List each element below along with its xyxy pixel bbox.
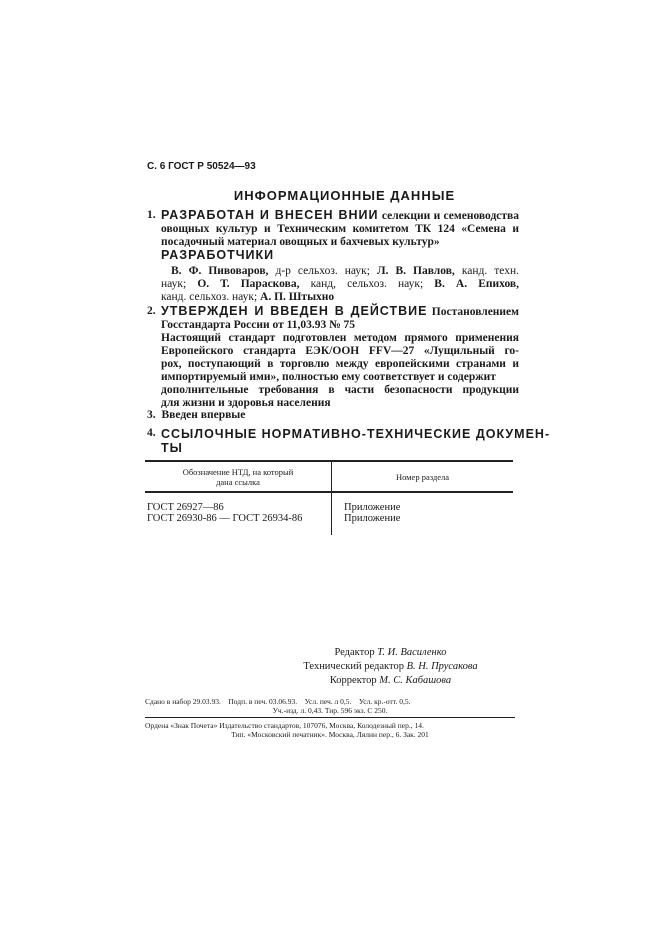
text-line: овощных культур и Техническим комитетом ТК 124 «Семена и xyxy=(161,223,519,235)
text-line: импортируемый ими», полностью ему соответствует и содержит xyxy=(161,371,496,383)
credits xyxy=(0,646,661,688)
credit-label: Технический редактор xyxy=(303,661,404,672)
imprint-line: Сдано в набор 29.03.93. Подп. в печ. 03.06.93. Усл. печ. л 0,5. Усл. кр.-отт. 0,5. xyxy=(145,697,411,706)
item-number: 1. xyxy=(147,209,156,221)
column-header-document xyxy=(145,467,331,487)
table-cell-doc: ГОСТ 26927—86 xyxy=(147,502,224,513)
item-number: 3. xyxy=(147,409,156,421)
page-header: С. 6 ГОСТ Р 50524—93 xyxy=(147,161,256,172)
credit-name: Т. И. Василенко xyxy=(377,647,447,658)
developer-name: В. Ф. Пивоваров, xyxy=(171,265,269,277)
table-cell-doc: ГОСТ 26930-86 — ГОСТ 26934-86 xyxy=(147,513,303,524)
credit-label: Корректор xyxy=(329,675,377,686)
developer-name: Л. В. Павлов, xyxy=(369,265,455,277)
table-cell-section: Приложение xyxy=(344,502,401,513)
text-line: Госстандарта России от 11,03.93 № 75 xyxy=(161,319,356,331)
imprint xyxy=(145,697,515,739)
imprint-line: Уч.-изд. л. 0,43. Тир. 596 экз. С 250. xyxy=(272,706,388,715)
text-line: Постановлением xyxy=(431,306,519,318)
item-heading: ТЫ xyxy=(161,441,183,455)
table-cell-section: Приложение xyxy=(344,513,401,524)
credit-name: М. С. Кабашова xyxy=(379,675,452,686)
item-heading: РАЗРАБОТАН И ВНЕСЕН ВНИИ xyxy=(161,208,379,222)
text: канд, сельхоз. наук; xyxy=(299,278,424,290)
text-line: Настоящий стандарт подготовлен методом прямого применения xyxy=(161,332,519,344)
text: д-р сельхоз. наук; xyxy=(268,265,370,277)
text-line: селекции и семеноводства xyxy=(381,210,519,222)
imprint-rule xyxy=(145,717,515,718)
text-line: рох, поступающий в торговлю между европейскими странами и xyxy=(161,358,519,370)
text: канд. техн. xyxy=(454,265,520,277)
imprint-line: Тип. «Московский печатник». Москва, Лялин пер., 6. Зак. 201 xyxy=(231,730,429,739)
item-4 xyxy=(147,427,551,455)
table-header-rule xyxy=(145,491,513,493)
item-number: 4. xyxy=(147,427,156,439)
table-col-docs xyxy=(147,502,302,524)
developer-name: О. Т. Параскова, xyxy=(186,278,300,290)
item-heading: ССЫЛОЧНЫЕ НОРМАТИВНО-ТЕХНИЧЕСКИЕ ДОКУМЕН- xyxy=(161,427,551,441)
column-header-section: Номер раздела xyxy=(395,472,450,482)
text-line: для жизни и здоровья населения xyxy=(161,397,331,409)
developer-name: А. П. Штыхно xyxy=(257,291,335,303)
table-col-sections xyxy=(344,502,400,524)
section-title: ИНФОРМАЦИОННЫЕ ДАННЫЕ xyxy=(233,188,456,203)
header-line: дана ссылка xyxy=(216,477,260,487)
imprint-line: Ордена «Знак Почета» Издательство стандартов, 107076, Москва, Колодезный пер., 14. xyxy=(145,721,424,730)
developer-name: В. А. Епихов, xyxy=(423,278,519,290)
item-number: 2. xyxy=(147,305,156,317)
item-3 xyxy=(147,409,245,422)
header-line: Обозначение НТД, на который xyxy=(182,467,294,477)
item-1 xyxy=(147,209,519,304)
text: наук; xyxy=(161,278,187,290)
credit-label: Редактор xyxy=(334,647,375,658)
text-line: Европейского стандарта ЕЭК/ООН FFV—27 «Лущильный го- xyxy=(161,345,519,357)
text-line: Введен впервые xyxy=(161,409,246,421)
credit-name: В. Н. Прусакова xyxy=(406,661,478,672)
item-2 xyxy=(147,305,519,410)
developers-heading: РАЗРАБОТЧИКИ xyxy=(161,248,275,262)
table-top-rule xyxy=(145,460,513,462)
text: канд. сельхоз. наук; xyxy=(161,291,258,303)
text-line: дополнительные требования в части безопасности продукции xyxy=(161,384,519,396)
item-heading: УТВЕРЖДЕН И ВВЕДЕН В ДЕЙСТВИЕ xyxy=(161,304,428,318)
text-line: посадочный материал овощных и бахчевых культур» xyxy=(161,236,440,248)
